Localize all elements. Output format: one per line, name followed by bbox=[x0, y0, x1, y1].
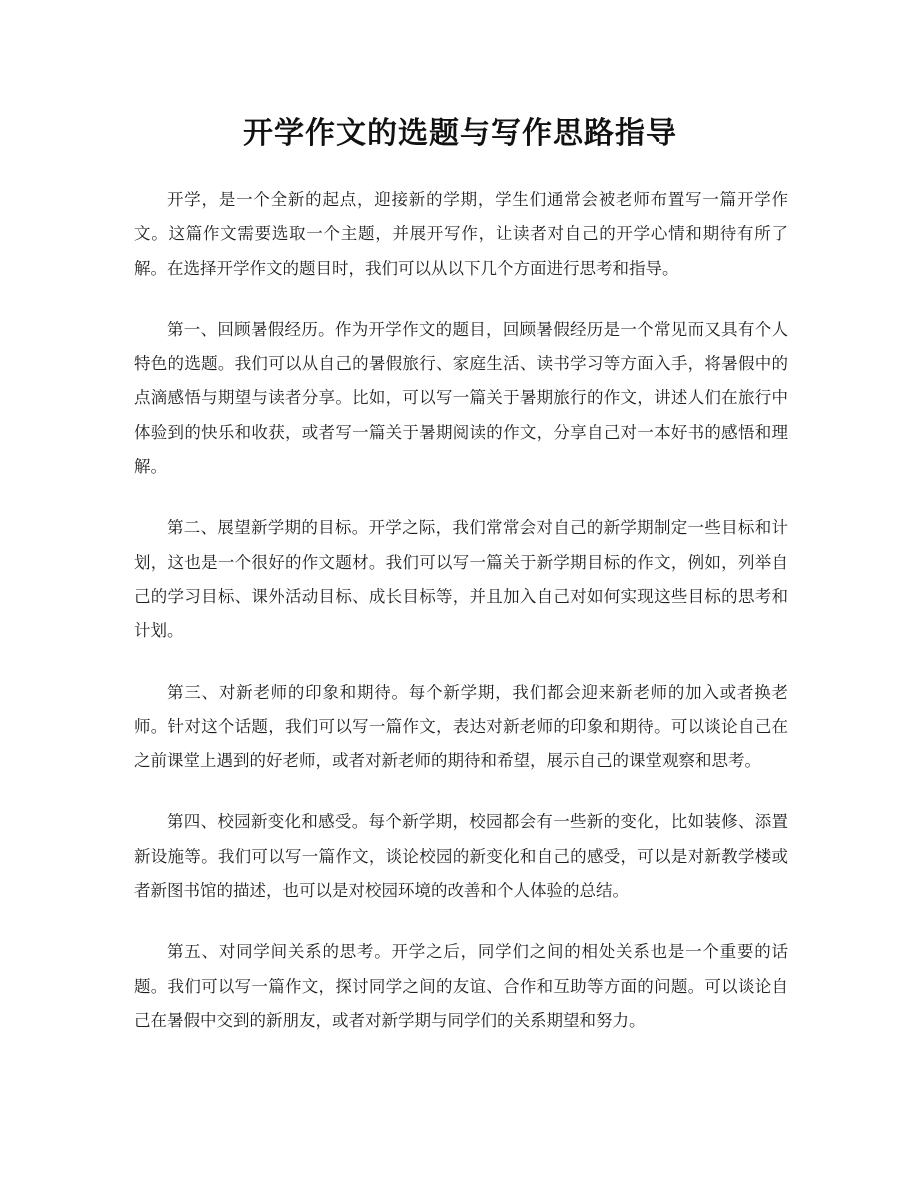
document-title: 开学作文的选题与写作思路指导 bbox=[243, 116, 677, 151]
paragraph-third-new-teacher: 第三、对新老师的印象和期待。每个新学期，我们都会迎来新老师的加入或者换老师。针对这个话题，我们可以写一篇作文，表达对新老师的印象和期待。可以谈论自己在之前课堂上遇到的好老师，或者对新老师的期待和希望，展示自己的课堂观察和思考。 bbox=[134, 682, 788, 771]
paragraph-intro: 开学，是一个全新的起点，迎接新的学期，学生们通常会被老师布置写一篇开学作文。这篇作文需要选取一个主题，并展开写作，让读者对自己的开学心情和期待有所了解。在选择开学作文的题目时，我们可以从以下几个方面进行思考和指导。 bbox=[134, 190, 788, 278]
document-body bbox=[134, 183, 788, 1065]
paragraph-fourth-campus-changes: 第四、校园新变化和感受。每个新学期，校园都会有一些新的变化，比如装修、添置新设施等。我们可以写一篇作文，谈论校园的新变化和自己的感受，可以是对新教学楼或者新图书馆的描述，也可以是对校园环境的改善和个人体验的总结。 bbox=[134, 812, 788, 901]
paragraph-first-summer-review: 第一、回顾暑假经历。作为开学作文的题目，回顾暑假经历是一个常见而又具有个人特色的选题。我们可以从自己的暑假旅行、家庭生活、读书学习等方面入手，将暑假中的点滴感悟与期望与读者分享。比如，可以写一篇关于暑期旅行的作文，讲述人们在旅行中体验到的快乐和收获，或者写一篇关于暑期阅读的作文，分享自己对一本好书的感悟和理解。 bbox=[134, 319, 788, 477]
paragraph-fifth-classmate-relations: 第五、对同学间关系的思考。开学之后，同学们之间的相处关系也是一个重要的话题。我们可以写一篇作文，探讨同学之间的友谊、合作和互助等方面的问题。可以谈论自己在暑假中交到的新朋友，或者对新学期与同学们的关系期望和努力。 bbox=[134, 942, 788, 1030]
paragraph-second-new-term-goals: 第二、展望新学期的目标。开学之际，我们常常会对自己的新学期制定一些目标和计划，这也是一个很好的作文题材。我们可以写一篇关于新学期目标的作文，例如，列举自己的学习目标、课外活动目标、成长目标等，并且加入自己对如何实现这些目标的思考和计划。 bbox=[134, 518, 788, 641]
